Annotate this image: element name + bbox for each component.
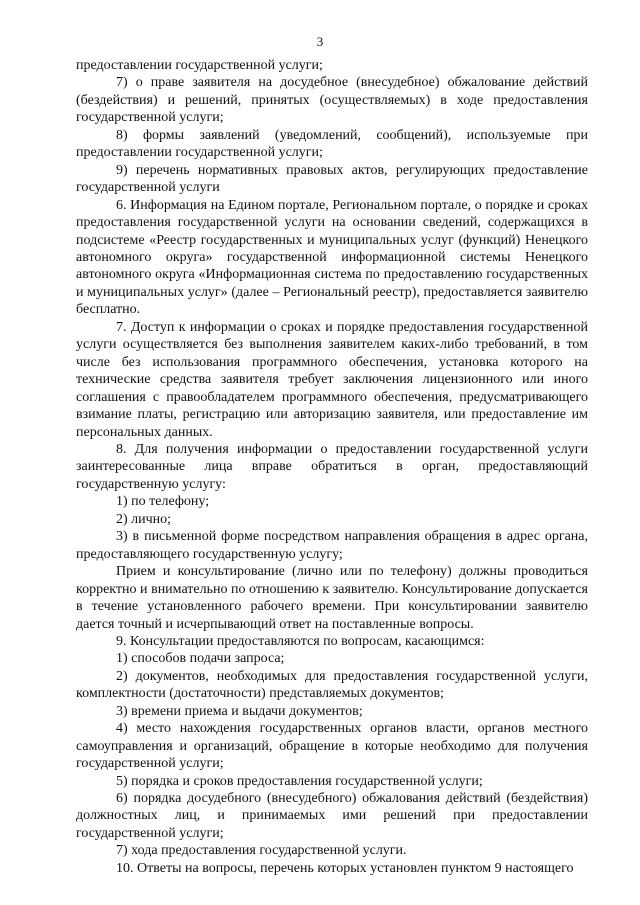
paragraph: 1) способов подачи запроса; xyxy=(116,651,285,667)
paragraph: 10. Ответы на вопросы, перечень которых установлен пунктом 9 настоящего xyxy=(116,860,574,876)
paragraph: предоставлении государственной услуги; xyxy=(76,58,323,73)
paragraph: 1) по телефону; xyxy=(116,494,210,510)
paragraph: 8. Для получения информации о предоставлении государственной услуги заинтересованные лица вправе обратиться в орган, предоставляющий государственную услугу: xyxy=(76,441,588,492)
paragraph: 7. Доступ к информации о сроках и порядке предоставления государственной услуги осуществляется без выполнения заявителем каких-либо требований, в том числе без использования программного обеспечения, установка которого на технические средства заявителя требует заключения лицензионного или иного соглашения с правообладателем программного обеспечения, предусматривающего взимание платы, регистрацию или авторизацию заявителя, или предоставление им персональных данных. xyxy=(76,319,588,440)
paragraph: 7) о праве заявителя на досудебное (внесудебное) обжалование действий (бездействия) и решений, принятых (осуществляемых) в ходе предоставления государственной услуги; xyxy=(76,75,588,126)
page-number: 3 xyxy=(316,34,324,49)
paragraph: 5) порядка и сроков предоставления государственной услуги; xyxy=(116,773,483,789)
document-body xyxy=(76,57,588,877)
paragraph: 7) хода предоставления государственной услуги. xyxy=(116,843,407,859)
paragraph: 4) место нахождения государственных органов власти, органов местного самоуправления и организаций, обращение в которые необходимо для получения государственной услуги; xyxy=(76,721,588,772)
paragraph: 8) формы заявлений (уведомлений, сообщений), используемые при предоставлении государственной услуги; xyxy=(76,127,588,161)
paragraph: 2) документов, необходимых для предоставления государственной услуги, комплектности (достаточности) представляемых документов; xyxy=(76,668,588,702)
paragraph: 6. Информация на Едином портале, Региональном портале, о порядке и сроках предоставления государственной услуги на основании сведений, содержащихся в подсистеме «Реестр государственных и муниципальных услуг (функций) Ненецкого автономного округа» государственной информационной системы Ненецкого автономного округа «Информационная система по предоставлению государственных и муниципальных услуг» (далее – Региональный реестр), предоставляется заявителю бесплатно. xyxy=(76,197,588,318)
paragraph: 9. Консультации предоставляются по вопросам, касающимся: xyxy=(116,633,485,649)
paragraph: 3) в письменной форме посредством направления обращения в адрес органа, предоставляющего государственную услугу; xyxy=(76,529,588,562)
paragraph: 6) порядка досудебного (внесудебного) обжалования действий (бездействия) должностных лиц, и принимаемых ими решений при предоставлении государственной услуги; xyxy=(76,791,588,841)
paragraph: 2) лично; xyxy=(116,511,172,527)
paragraph: 3) времени приема и выдачи документов; xyxy=(116,703,363,719)
paragraph: Прием и консультирование (лично или по телефону) должны проводиться корректно и внимательно по отношению к заявителю. Консультирование допускается в течение установленного рабочего времени. При консультировании заявителю дается точный и исчерпывающий ответ на поставленные вопросы. xyxy=(76,564,588,632)
paragraph: 9) перечень нормативных правовых актов, регулирующих предоставление государственной услуги xyxy=(76,162,588,196)
